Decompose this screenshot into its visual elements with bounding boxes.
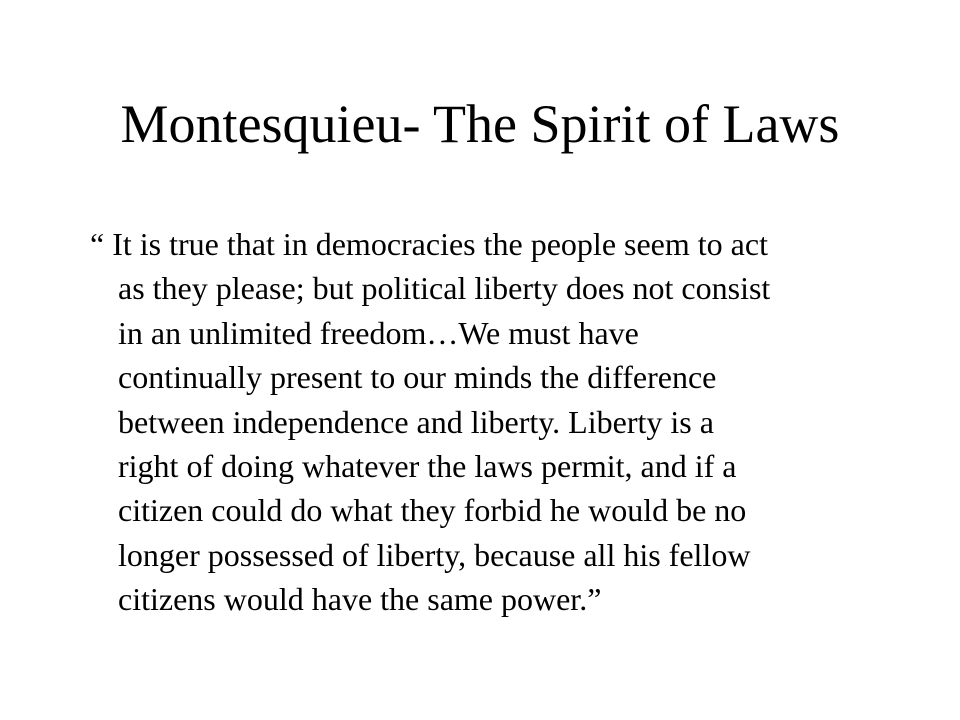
quote-body — [90, 222, 910, 622]
quote-line: longer possessed of liberty, because all his fellow — [118, 536, 751, 573]
quote-line: as they please; but political liberty does not consist — [118, 270, 771, 307]
quote-line: “ It is true that in democracies the people seem to act — [90, 226, 768, 262]
quote-line: citizens would have the same power.” — [118, 581, 602, 618]
quote-line: right of doing whatever the laws permit, and if a — [118, 448, 737, 485]
quote-line: between independence and liberty. Liberty is a — [118, 403, 714, 440]
slide-title: Montesquieu- The Spirit of Laws — [120, 94, 840, 154]
quote-line: in an unlimited freedom…We must have — [118, 314, 639, 351]
quote-line: continually present to our minds the difference — [118, 359, 717, 396]
quote-line: citizen could do what they forbid he would be no — [118, 492, 747, 529]
